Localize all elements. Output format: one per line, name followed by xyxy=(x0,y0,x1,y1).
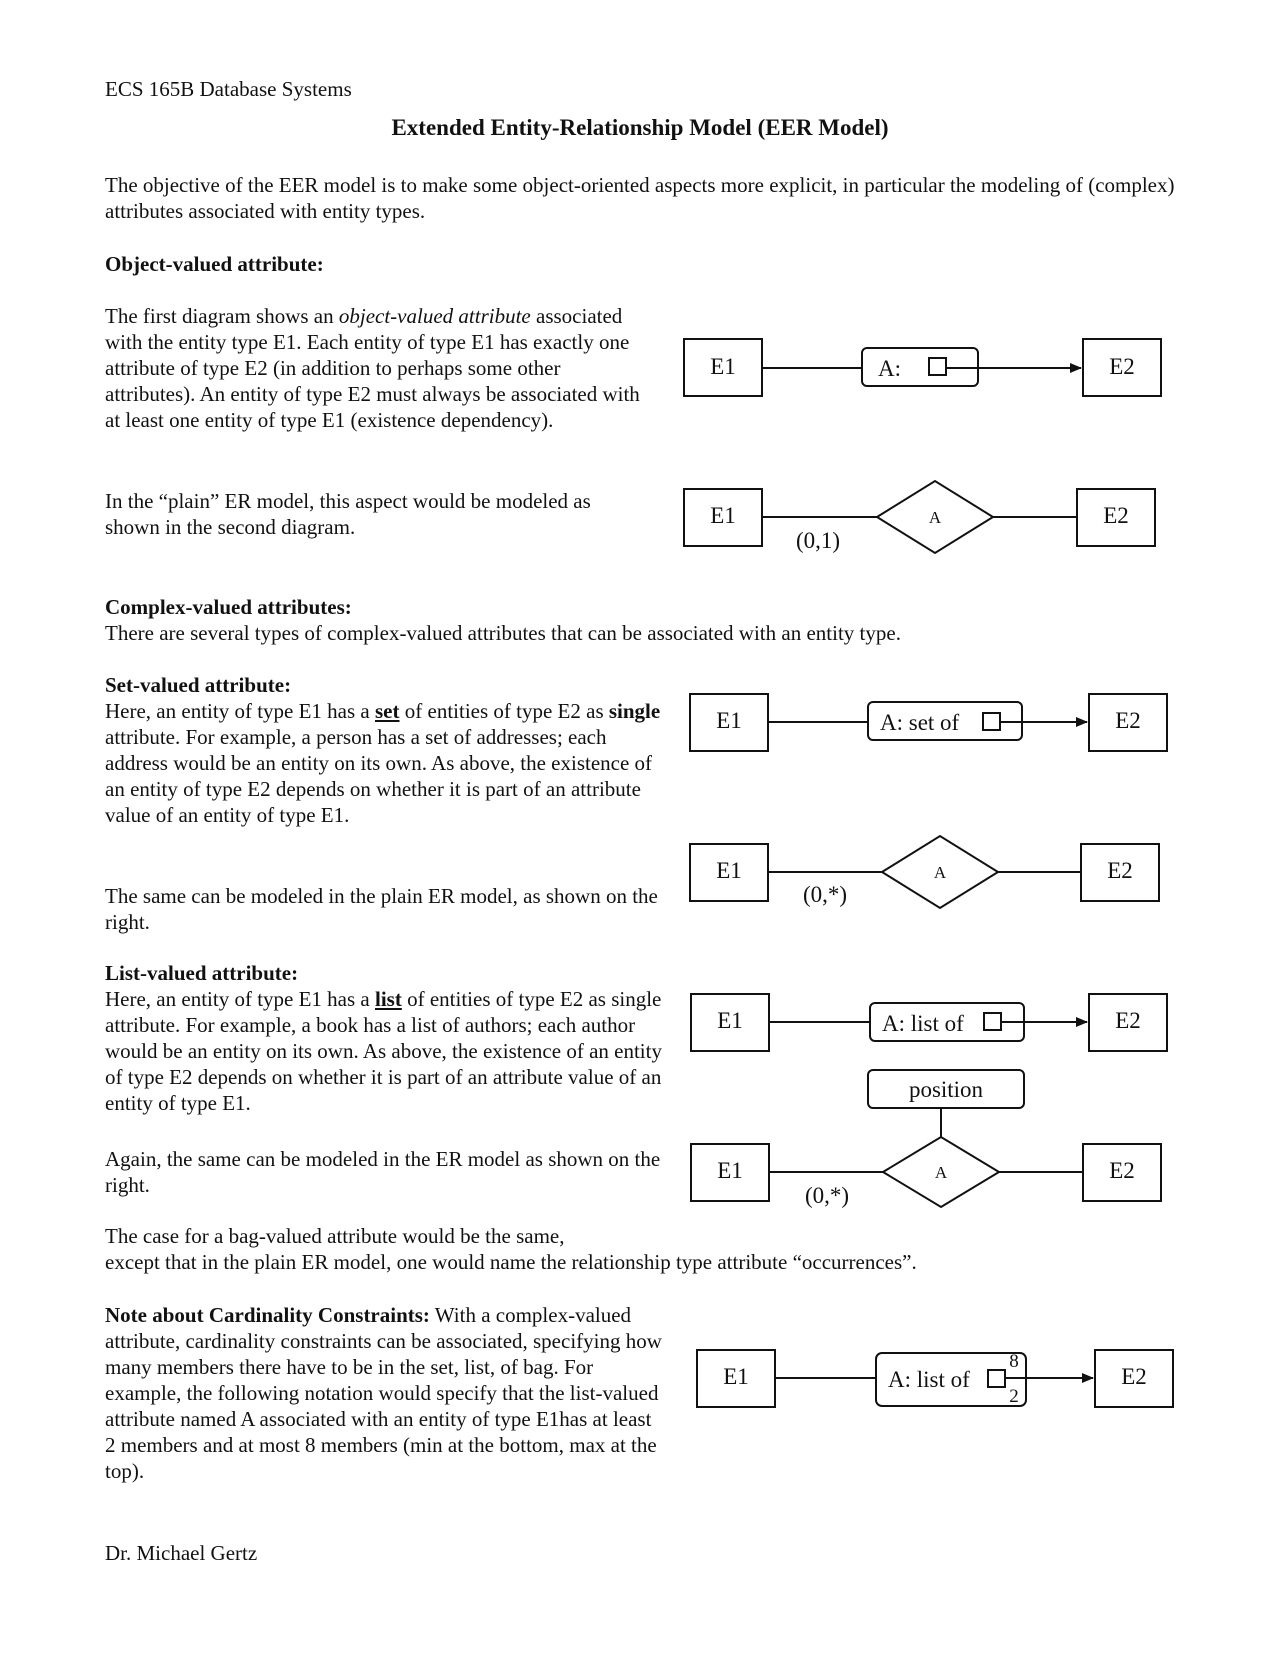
e1-label: E1 xyxy=(717,1008,743,1033)
set-valued-heading: Set-valued attribute: xyxy=(105,673,292,697)
attribute-label: A: list of xyxy=(888,1367,970,1392)
text-run: The first diagram shows an xyxy=(105,304,339,328)
diagram-object-valued xyxy=(684,339,1161,396)
e1-label: E1 xyxy=(710,354,736,379)
object-square-icon xyxy=(988,1370,1005,1387)
object-square-icon xyxy=(984,1013,1001,1030)
e2-label: E2 xyxy=(1107,858,1133,883)
e2-label: E2 xyxy=(1115,1008,1141,1033)
object-square-icon xyxy=(983,713,1000,730)
cardinality-heading: Note about Cardinality Constraints: xyxy=(105,1303,430,1327)
text-run: Here, an entity of type E1 has a xyxy=(105,699,375,723)
page-title: Extended Entity-Relationship Model (EER Model) xyxy=(391,115,889,140)
attribute-label: A: list of xyxy=(882,1011,964,1036)
list-valued-plain-paragraph: Again, the same can be modeled in the ER model as shown on the right. xyxy=(105,1147,661,1197)
underlined-term: list xyxy=(375,987,402,1011)
e1-label: E1 xyxy=(723,1364,749,1389)
e1-label: E1 xyxy=(716,708,742,733)
underlined-term: set xyxy=(375,699,400,723)
complex-valued-text: There are several types of complex-valued attributes that can be associated with an entity type. xyxy=(105,621,901,645)
diagram-plain-er-set xyxy=(690,836,1159,908)
bag-line-1: The case for a bag-valued attribute would be the same, xyxy=(105,1224,565,1248)
diagram-plain-er-object xyxy=(684,481,1155,553)
cardinality-label: (0,*) xyxy=(804,1183,850,1208)
relationship-label: A xyxy=(928,508,942,527)
text-run: of entities of type E2 as xyxy=(399,699,609,723)
footer-author: Dr. Michael Gertz xyxy=(105,1541,258,1565)
e2-label: E2 xyxy=(1109,354,1135,379)
bag-line-2: except that in the plain ER model, one would name the relationship type attribute “occurrences”. xyxy=(105,1250,917,1274)
text-run: Here, an entity of type E1 has a xyxy=(105,987,375,1011)
object-square-icon xyxy=(929,358,946,375)
plain-er-paragraph: In the “plain” ER model, this aspect would be modeled as shown in the second diagram. xyxy=(105,489,591,539)
course-header: ECS 165B Database Systems xyxy=(105,77,352,101)
e2-label: E2 xyxy=(1103,503,1129,528)
attribute-label: A: xyxy=(878,356,901,381)
e2-label: E2 xyxy=(1109,1158,1135,1183)
e1-label: E1 xyxy=(717,1158,743,1183)
text-run: attribute. For example, a person has a set of addresses; each address would be an entity on its own. As above, the existence of an entity of type E2 depends on whether it is part of an attribute value of an entity of type E1. xyxy=(105,725,653,827)
italic-term: object-valued attribute xyxy=(338,304,531,328)
max-cardinality: 8 xyxy=(1009,1351,1019,1372)
complex-valued-heading: Complex-valued attributes: xyxy=(105,595,352,619)
relationship-label: A xyxy=(934,1163,948,1182)
list-valued-heading: List-valued attribute: xyxy=(105,961,299,985)
e2-label: E2 xyxy=(1115,708,1141,733)
min-cardinality: 2 xyxy=(1009,1386,1019,1407)
text-run: With a complex-valued attribute, cardinality constraints can be associated, specifying how many members there have to be in the set, list, of bag. For example, the following notation would specify that the list-valued attribute named A associated with an entity of type E1has at least 2 members and at most 8 members (min at the bottom, max at the top). xyxy=(105,1303,662,1483)
cardinality-label: (0,1) xyxy=(795,528,841,553)
relationship-label: A xyxy=(933,863,947,882)
e1-label: E1 xyxy=(710,503,736,528)
cardinality-label: (0,*) xyxy=(802,882,848,907)
e2-label: E2 xyxy=(1121,1364,1147,1389)
position-label: position xyxy=(908,1077,984,1102)
attribute-label: A: set of xyxy=(880,710,960,735)
set-valued-plain-paragraph: The same can be modeled in the plain ER model, as shown on the right. xyxy=(105,884,658,934)
object-valued-heading: Object-valued attribute: xyxy=(105,252,324,276)
e1-label: E1 xyxy=(716,858,742,883)
intro-paragraph: The objective of the EER model is to make some object-oriented aspects more explicit, in particular the modeling of (complex) attributes associated with entity types. xyxy=(105,173,1175,223)
text-run: of entities of type E2 as single attribute. For example, a book has a list of authors; each author would be an entity on its own. As above, the existence of an entity of type E2 depends on whether it is part of an attribute value of an entity of type E1. xyxy=(105,987,662,1115)
bold-term: single xyxy=(608,699,661,723)
text-run: associated with the entity type E1. Each entity of type E1 has exactly one attribute of type E2 (in addition to perhaps some other attributes). An entity of type E2 must always be associated with at least one entity of type E1 (existence dependency). xyxy=(105,304,640,432)
